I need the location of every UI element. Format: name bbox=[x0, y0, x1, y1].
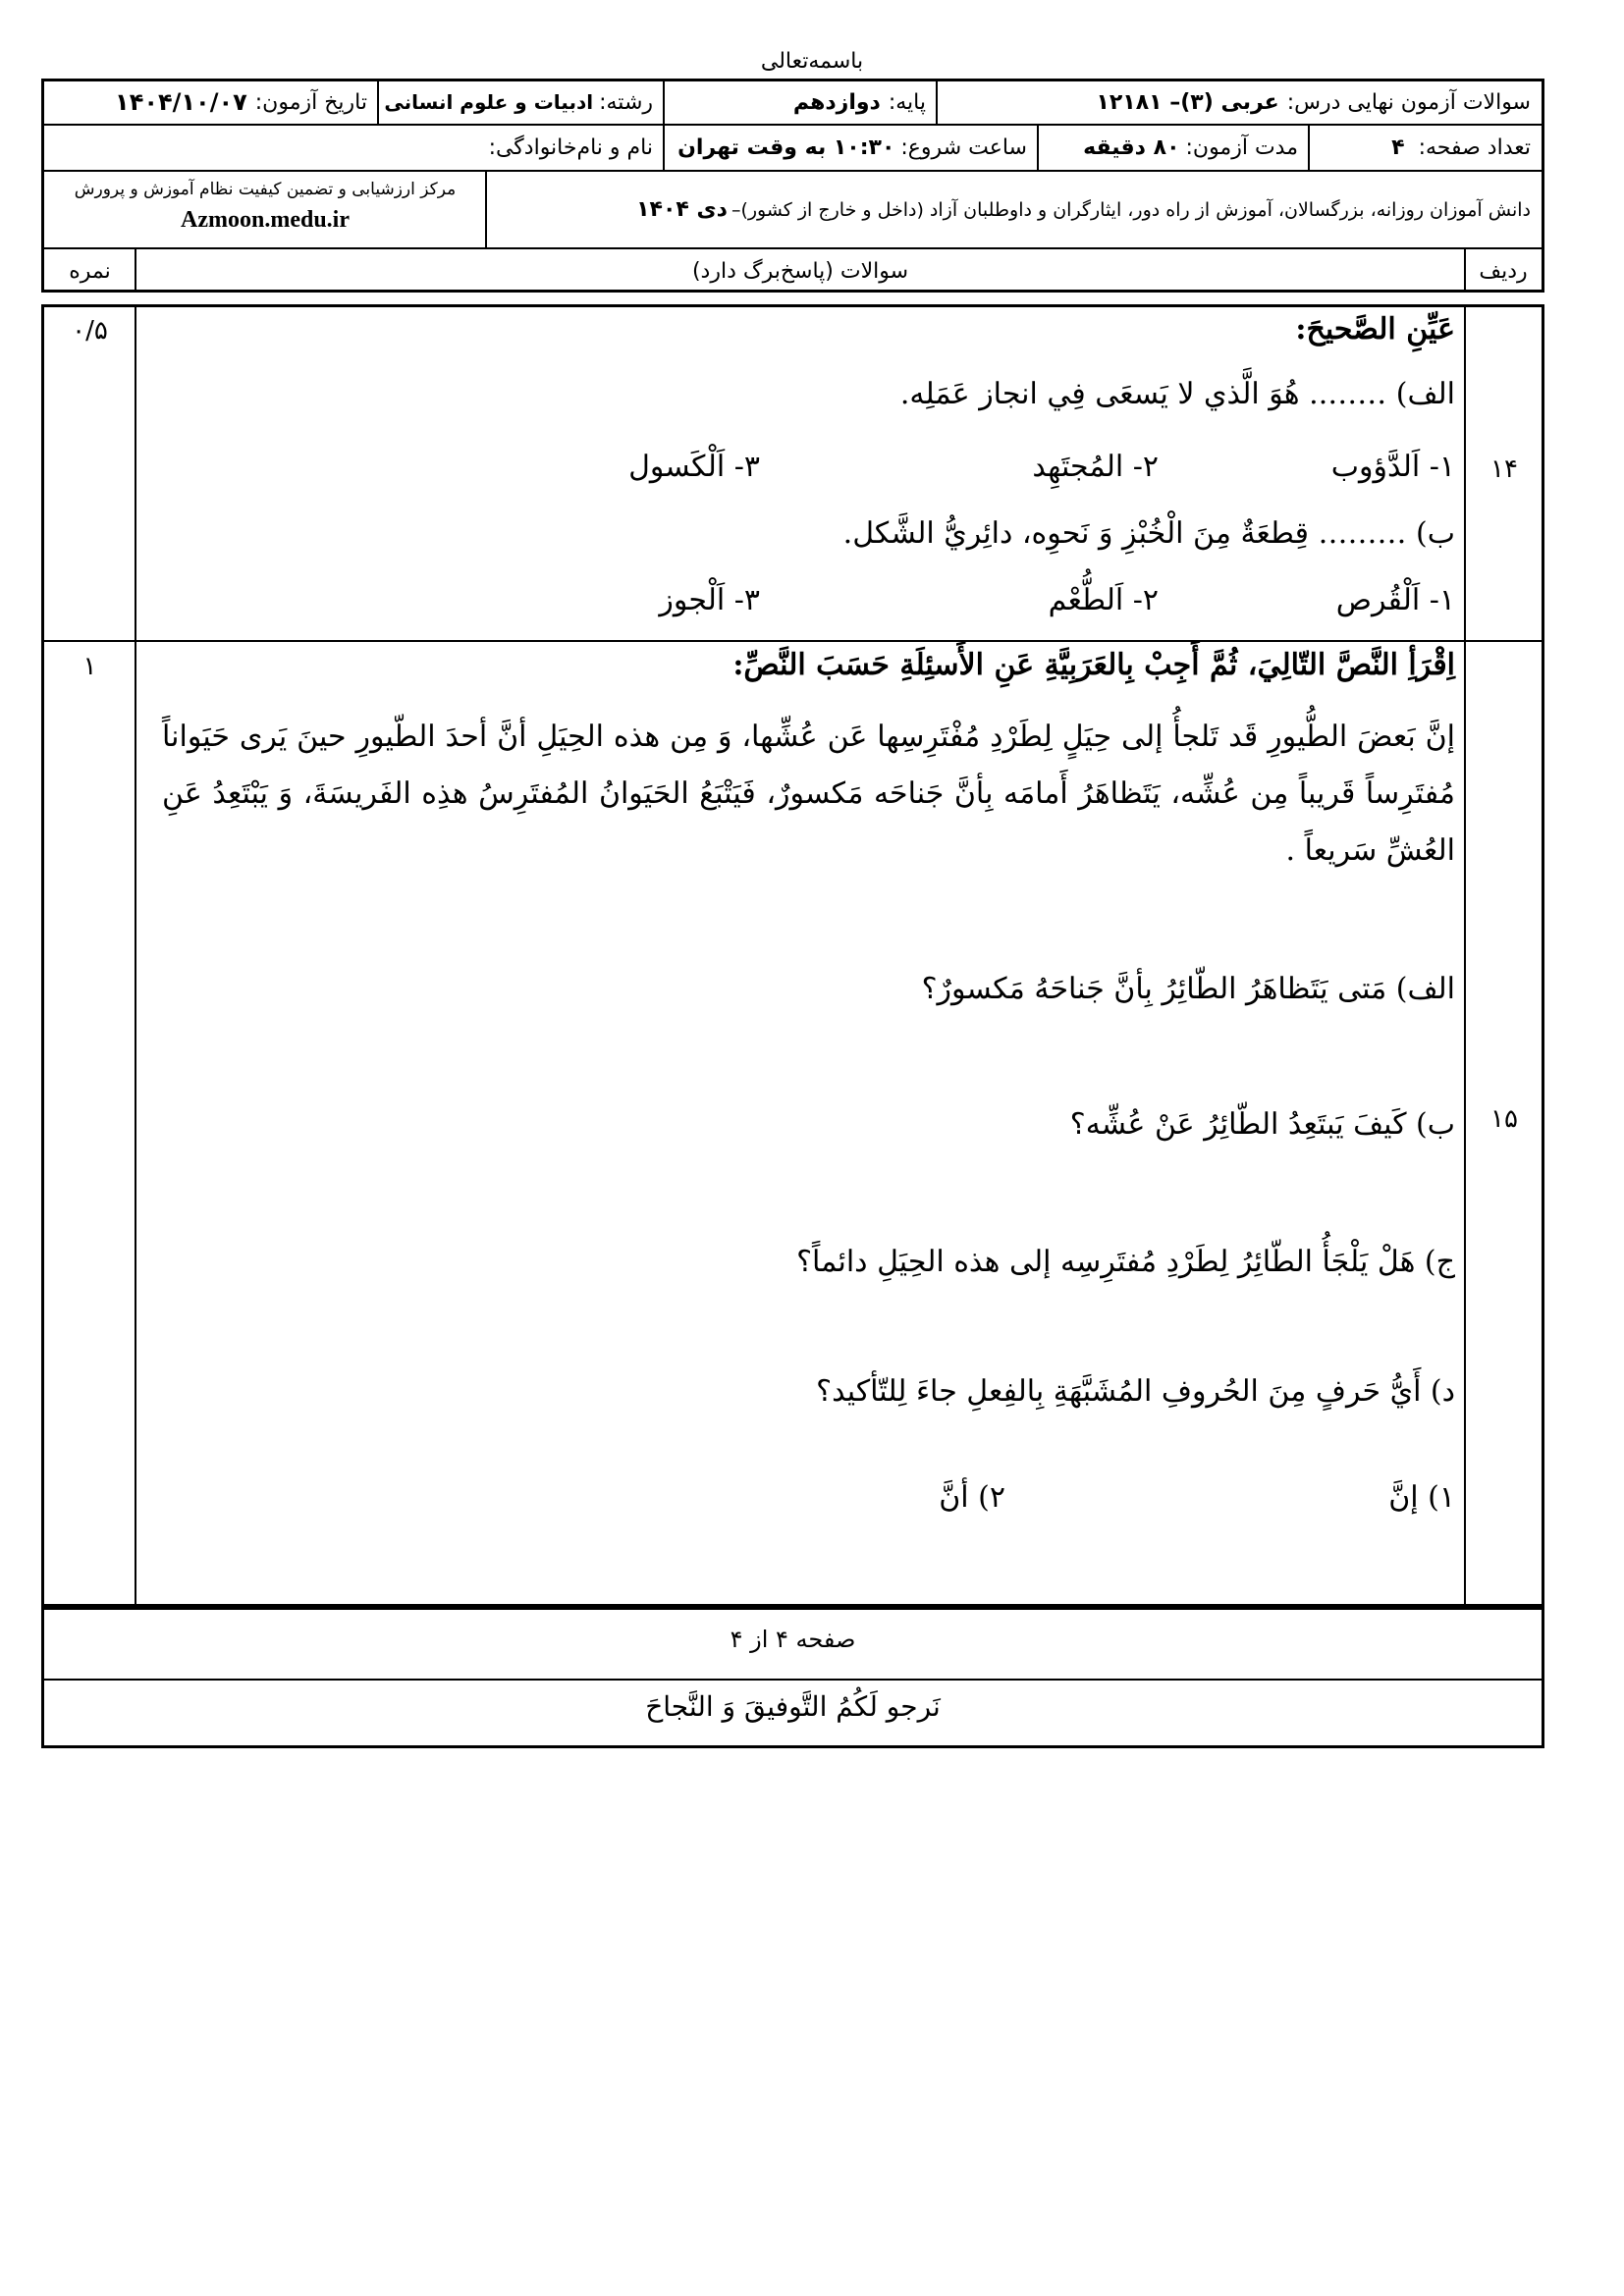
q14-b-option-1: ۱- اَلْقُرص bbox=[1335, 583, 1455, 617]
q14-b-option-3: ۳- اَلْجوز bbox=[659, 583, 760, 617]
date-cell bbox=[45, 80, 377, 124]
q14-score: ۰/۵ bbox=[72, 316, 108, 346]
start-value: ۱۰:۳۰ به وقت تهران bbox=[677, 135, 895, 160]
q14-a-option-2: ۲- المُجتَهِد bbox=[1032, 450, 1159, 484]
duration-cell bbox=[1039, 126, 1308, 170]
q15-instruction: اِقْرَأِ النَّصَّ التّالِيَ، ثُمَّ أَجِبْ بِالعَرَبِيَّةِ عَنِ الأَسئِلَةِ حَسَبَ النَّصِّ: bbox=[732, 648, 1455, 682]
grade-label: پایه: bbox=[888, 89, 926, 115]
pages-value: ۴ bbox=[1391, 135, 1405, 160]
q15-number: ۱۵ bbox=[1490, 1104, 1518, 1134]
q15-question-a: الف) مَتى يَتَظاهَرُ الطّائِرُ بِأنَّ جَناحَهُ مَكسورٌ؟ bbox=[921, 972, 1455, 1006]
course-cell bbox=[938, 80, 1539, 124]
field-value: ادبیات و علوم انسانی bbox=[384, 90, 594, 114]
questions-label: سوالات (پاسخ‌برگ دارد) bbox=[691, 258, 909, 284]
q14-number: ۱۴ bbox=[1490, 454, 1518, 484]
name-cell bbox=[45, 126, 663, 170]
org-website: Azmoon.medu.ir bbox=[181, 207, 350, 233]
q15-d-option-2: ۲) أنَّ bbox=[939, 1480, 1005, 1515]
q15-score: ۱ bbox=[82, 652, 97, 681]
name-label: نام و نام‌خانوادگی: bbox=[488, 135, 653, 160]
q15-question-d: د) أَيُّ حَرفٍ مِنَ الحُروفِ المُشَبَّهَةِ بِالفِعلِ جاءَ لِلتّأكيد؟ bbox=[816, 1374, 1455, 1409]
date-label: تاریخ آزمون: bbox=[254, 89, 367, 115]
pages-cell bbox=[1310, 126, 1539, 170]
closing-wish: نَرجو لَکُمُ التَّوفيقَ وَ النَّجاحَ bbox=[645, 1690, 941, 1723]
row-label: ردیف bbox=[1479, 258, 1528, 284]
session-text: دی ۱۴۰۴ bbox=[636, 197, 728, 222]
grade-value: دوازدهم bbox=[792, 89, 881, 115]
q15-question-c: ج) هَلْ يَلْجَأُ الطّائِرُ لِطَرْدِ مُفتَرِسِه إلى هذه الحِيَلِ دائماً؟ bbox=[796, 1245, 1455, 1279]
q15-d-option-1: ۱) إنَّ bbox=[1388, 1480, 1455, 1515]
pages-label: تعداد صفحه: bbox=[1418, 135, 1531, 160]
course-value: عربی (۳)– ۱۲۱۸۱ bbox=[1096, 89, 1279, 115]
q15-passage: إنَّ بَعضَ الطُّيورِ قَد تَلجأُ إلى حِيَلٍ لِطَرْدِ مُفْتَرِسِها عَن عُشِّها، وَ مِن هذه الحِيَلِ أنَّ أحدَ الطّيورِ حينَ يَرى حَيَواناً مُفتَرِساً قَريباً مِن عُشِّه، يَتَظاهَرُ أَمامَه بِأنَّ جَناحَه مَکسورٌ، فَيَتْبَعُ الحَيَوانُ المُفتَرِسُ هذِه الفَريسَةَ، وَ يَبْتَعِدُ عَنِ العُشِّ سَريعاً . bbox=[162, 720, 1455, 868]
audience-text: دانش آموزان روزانه، بزرگسالان، آموزش از راه دور، ایثارگران و داوطلبان آزاد (داخل و خارج از کشور)– bbox=[731, 198, 1531, 221]
field-label: رشته: bbox=[599, 89, 653, 115]
field-cell bbox=[379, 80, 663, 124]
date-value: ۱۴۰۴/۱۰/۰۷ bbox=[115, 88, 247, 116]
q14-b-stem: ب) ……… قِطعَةٌ مِنَ الْخُبْزِ وَ نَحوِه، دائِريُّ الشَّکل. bbox=[842, 516, 1455, 551]
grade-cell bbox=[665, 80, 936, 124]
q14-b-option-2: ۲- اَلطُّعْم bbox=[1048, 583, 1159, 617]
questions-table bbox=[41, 304, 1544, 1607]
audience-cell bbox=[487, 172, 1539, 247]
course-label: سوالات آزمون نهایی درس: bbox=[1286, 89, 1531, 115]
q14-a-stem: الف) …….. هُوَ الَّذي لا يَسعَى فِي انجاز عَمَلِه. bbox=[899, 377, 1455, 411]
start-label: ساعت شروع: bbox=[900, 135, 1027, 160]
duration-value: ۸۰ دقیقه bbox=[1083, 135, 1180, 160]
q14-a-option-3: ۳- اَلْکَسول bbox=[628, 450, 760, 484]
q14-a-option-1: ۱- اَلدَّؤوب bbox=[1330, 450, 1455, 484]
start-cell bbox=[665, 126, 1037, 170]
score-label: نمره bbox=[69, 258, 111, 284]
page-top-title: باسمه‌تعالی bbox=[760, 49, 864, 74]
page-number: صفحه ۴ از ۴ bbox=[730, 1626, 856, 1653]
org-cell bbox=[45, 175, 485, 245]
duration-label: مدت آزمون: bbox=[1185, 135, 1298, 160]
q14-instruction: عَیِّنِ الصَّحیحَ: bbox=[1295, 312, 1455, 347]
org-name: مرکز ارزشیابی و تضمین کیفیت نظام آموزش و پرورش bbox=[74, 180, 457, 199]
q15-question-b: ب) كَيفَ يَبتَعِدُ الطّائِرُ عَنْ عُشِّه؟ bbox=[1069, 1107, 1455, 1142]
